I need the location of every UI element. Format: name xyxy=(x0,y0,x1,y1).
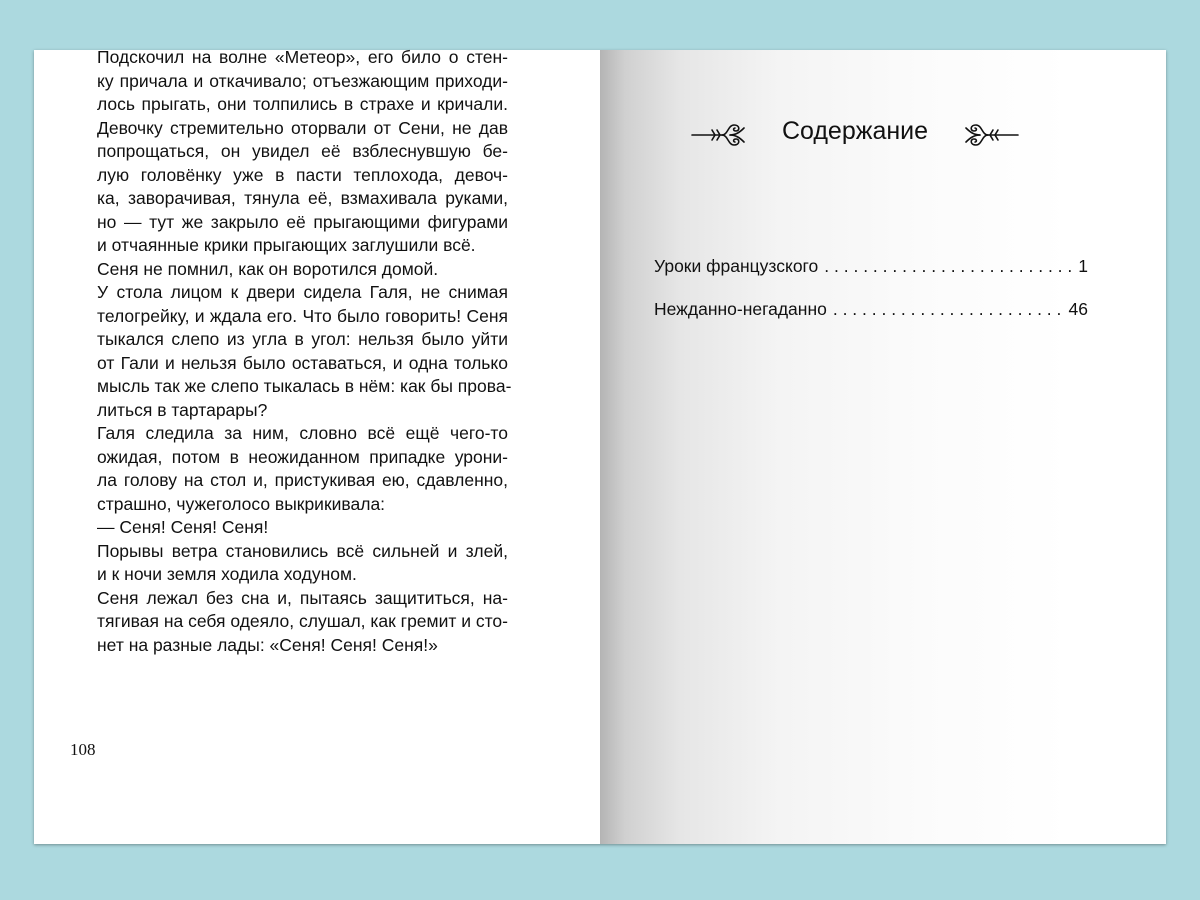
toc-entry-1[interactable] xyxy=(654,256,1088,277)
text-line: но — тут же закрыло её прыгающими фигурами xyxy=(97,211,508,232)
text-line: попрощаться, он увидел её взблеснувшую бе- xyxy=(97,141,508,161)
toc-entry-page: 46 xyxy=(1068,299,1088,319)
paragraph xyxy=(70,258,508,282)
text-line: от Гали и нельзя было оставаться, и одна только xyxy=(97,352,508,373)
text-line: литься в тартарары? xyxy=(97,399,268,420)
toc-title: Содержание xyxy=(781,117,929,145)
text-line: ла голову на стол и, пристукивая ею, сдавленно, xyxy=(97,470,508,490)
paragraph xyxy=(70,422,508,516)
paragraph xyxy=(70,516,508,540)
text-line: и к ночи земля ходила ходуном. xyxy=(97,564,357,584)
text-line: лую головёнку уже в пасти теплохода, девоч- xyxy=(97,164,508,185)
text-line: — Сеня! Сеня! Сеня! xyxy=(97,517,269,537)
toc-entry-page: 1 xyxy=(1078,256,1088,276)
text-line: тягивая на себя одеяло, слушал, как гремит и сто- xyxy=(97,611,508,631)
text-line: ка, заворачивая, тянула её, взмахивала руками, xyxy=(97,188,508,208)
right-page xyxy=(600,50,1166,844)
text-line: Галя следила за ним, словно всё ещё чего-то xyxy=(97,423,508,443)
toc-entry-title: Уроки французского xyxy=(654,256,819,276)
ornament-right-icon xyxy=(964,118,1020,152)
page-number: 108 xyxy=(70,740,96,759)
text-line: лось прыгать, они толпились в страхе и кричали. xyxy=(97,94,508,114)
toc-leader-dots xyxy=(824,256,1072,277)
toc-leader-dots xyxy=(833,299,1063,320)
text-line: страшно, чужеголосо выкрикивала: xyxy=(97,493,386,514)
toc-header xyxy=(690,116,1020,156)
toc-entry-title: Нежданно-негаданно xyxy=(654,299,827,319)
text-line: Девочку стремительно оторвали от Сени, не дав xyxy=(97,117,508,138)
toc-entry-2[interactable] xyxy=(654,299,1088,320)
text-line: нет на разные лады: «Сеня! Сеня! Сеня!» xyxy=(97,634,438,655)
text-line: телогрейку, и ждала его. Что было говорить! Сеня xyxy=(97,305,508,326)
text-line: мысль так же слепо тыкалась в нём: как бы прова- xyxy=(97,376,512,396)
paragraph xyxy=(70,46,508,258)
text-line: Сеня лежал без сна и, пытаясь защититься, на- xyxy=(97,587,508,608)
text-line: У стола лицом к двери сидела Галя, не снимая xyxy=(97,282,508,302)
text-line: и отчаянные крики прыгающих заглушили всё. xyxy=(97,235,476,255)
text-line: Подскочил на волне «Метеор», его било о стен- xyxy=(97,47,508,67)
text-line: ожидая, потом в неожиданном припадке урони- xyxy=(97,446,508,467)
body-text xyxy=(70,46,512,657)
text-line: ку причала и откачивало; отъезжающим приходи- xyxy=(97,70,508,91)
paragraph xyxy=(70,587,508,658)
text-line: Порывы ветра становились всё сильней и злей, xyxy=(97,540,508,561)
paragraph xyxy=(70,540,508,587)
text-line: Сеня не помнил, как он воротился домой. xyxy=(97,258,439,279)
text-line: тыкался слепо из угла в угол: нельзя было уйти xyxy=(97,329,508,349)
paragraph xyxy=(70,281,512,422)
